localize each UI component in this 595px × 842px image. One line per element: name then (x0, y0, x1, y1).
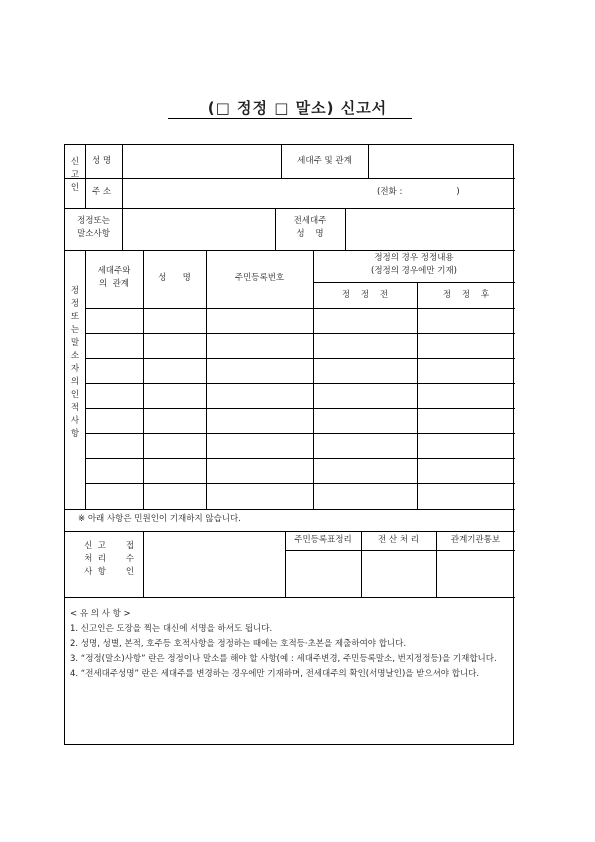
col-divider (143, 531, 144, 597)
report-processing-label: 신 고 처 리 사 항 (84, 541, 106, 577)
col-id-header: 주민등록번호 (234, 273, 285, 283)
row-divider (85, 333, 515, 334)
col-divider (85, 145, 86, 208)
note-item: 3. “정정(말소)사항” 란은 정정이나 말소를 해야 할 사항(예 : 세대주변경, 주민등록말소, 번지정정등)을 기재합니다. (70, 654, 497, 664)
note-item: 1. 신고인은 도장을 찍는 대신에 서명을 하셔도 됩니다. (70, 624, 273, 634)
col-resident-header: 주민등록표정리 (294, 535, 352, 545)
row-divider (85, 433, 515, 434)
col-divider (122, 208, 123, 250)
col-divider (345, 208, 346, 250)
phone-label: (전화 : ) (377, 187, 460, 197)
notes-header: < 유 의 사 항 > (70, 609, 131, 619)
col-divider (143, 250, 144, 509)
col-after-header: 정 정 후 (442, 290, 490, 300)
row-divider (313, 282, 515, 283)
row-divider (65, 178, 515, 179)
row-divider (85, 458, 515, 459)
col-relation-header: 세대주와 의 관계 (97, 266, 131, 289)
row-divider (85, 408, 515, 409)
persons-section-label: 정 정 또 는 말 소 자 의 인 적 사 항 (70, 286, 80, 439)
row-divider (65, 509, 515, 510)
public-note: ※ 아래 사항은 민원인이 기재하지 않습니다. (78, 514, 241, 524)
form-title: (□ 정정 □ 말소) 신고서 (207, 99, 388, 117)
receipt-label: 접 수 인 (125, 541, 135, 577)
row-divider (65, 531, 515, 532)
correction-item-label: 정정또는 말소사항 (77, 216, 110, 239)
address-label: 주 소 (92, 187, 112, 197)
col-content-header: 정정의 경우 정정내용 (정정의 경우에만 기재) (371, 253, 457, 276)
prev-head-label: 전세대주 성 명 (293, 216, 327, 239)
row-divider (65, 250, 515, 251)
row-divider (65, 208, 515, 209)
row-divider (85, 308, 515, 309)
col-computer-header: 전 산 처 리 (378, 535, 419, 545)
notes-section (70, 607, 510, 682)
row-divider (85, 483, 515, 484)
col-divider (313, 250, 314, 509)
relation-label: 세대주 및 관계 (297, 156, 352, 166)
col-name-header: 성 명 (158, 273, 191, 283)
col-before-header: 정 정 전 (341, 290, 389, 300)
name-label: 성 명 (92, 156, 112, 166)
row-divider (65, 597, 515, 598)
note-item: 4. “전세대주성명” 란은 세대주를 변경하는 경우에만 기재하며, 전세대주의 확인(서명날인)을 받으셔야 합니다. (70, 669, 480, 679)
note-item: 2. 성명, 성별, 본적, 호주등 호적사항을 정정하는 때에는 호적등·초본을 제출하여야 합니다. (70, 639, 407, 649)
row-divider (85, 383, 515, 384)
row-divider (285, 550, 515, 551)
reporter-section-label: 신 고 인 (70, 157, 80, 193)
col-divider (122, 145, 123, 208)
row-divider (85, 358, 515, 359)
col-divider (206, 250, 207, 509)
title-underline (168, 118, 412, 119)
col-agency-header: 관계기관통보 (450, 535, 501, 545)
col-divider (368, 145, 369, 178)
col-divider (417, 282, 418, 509)
